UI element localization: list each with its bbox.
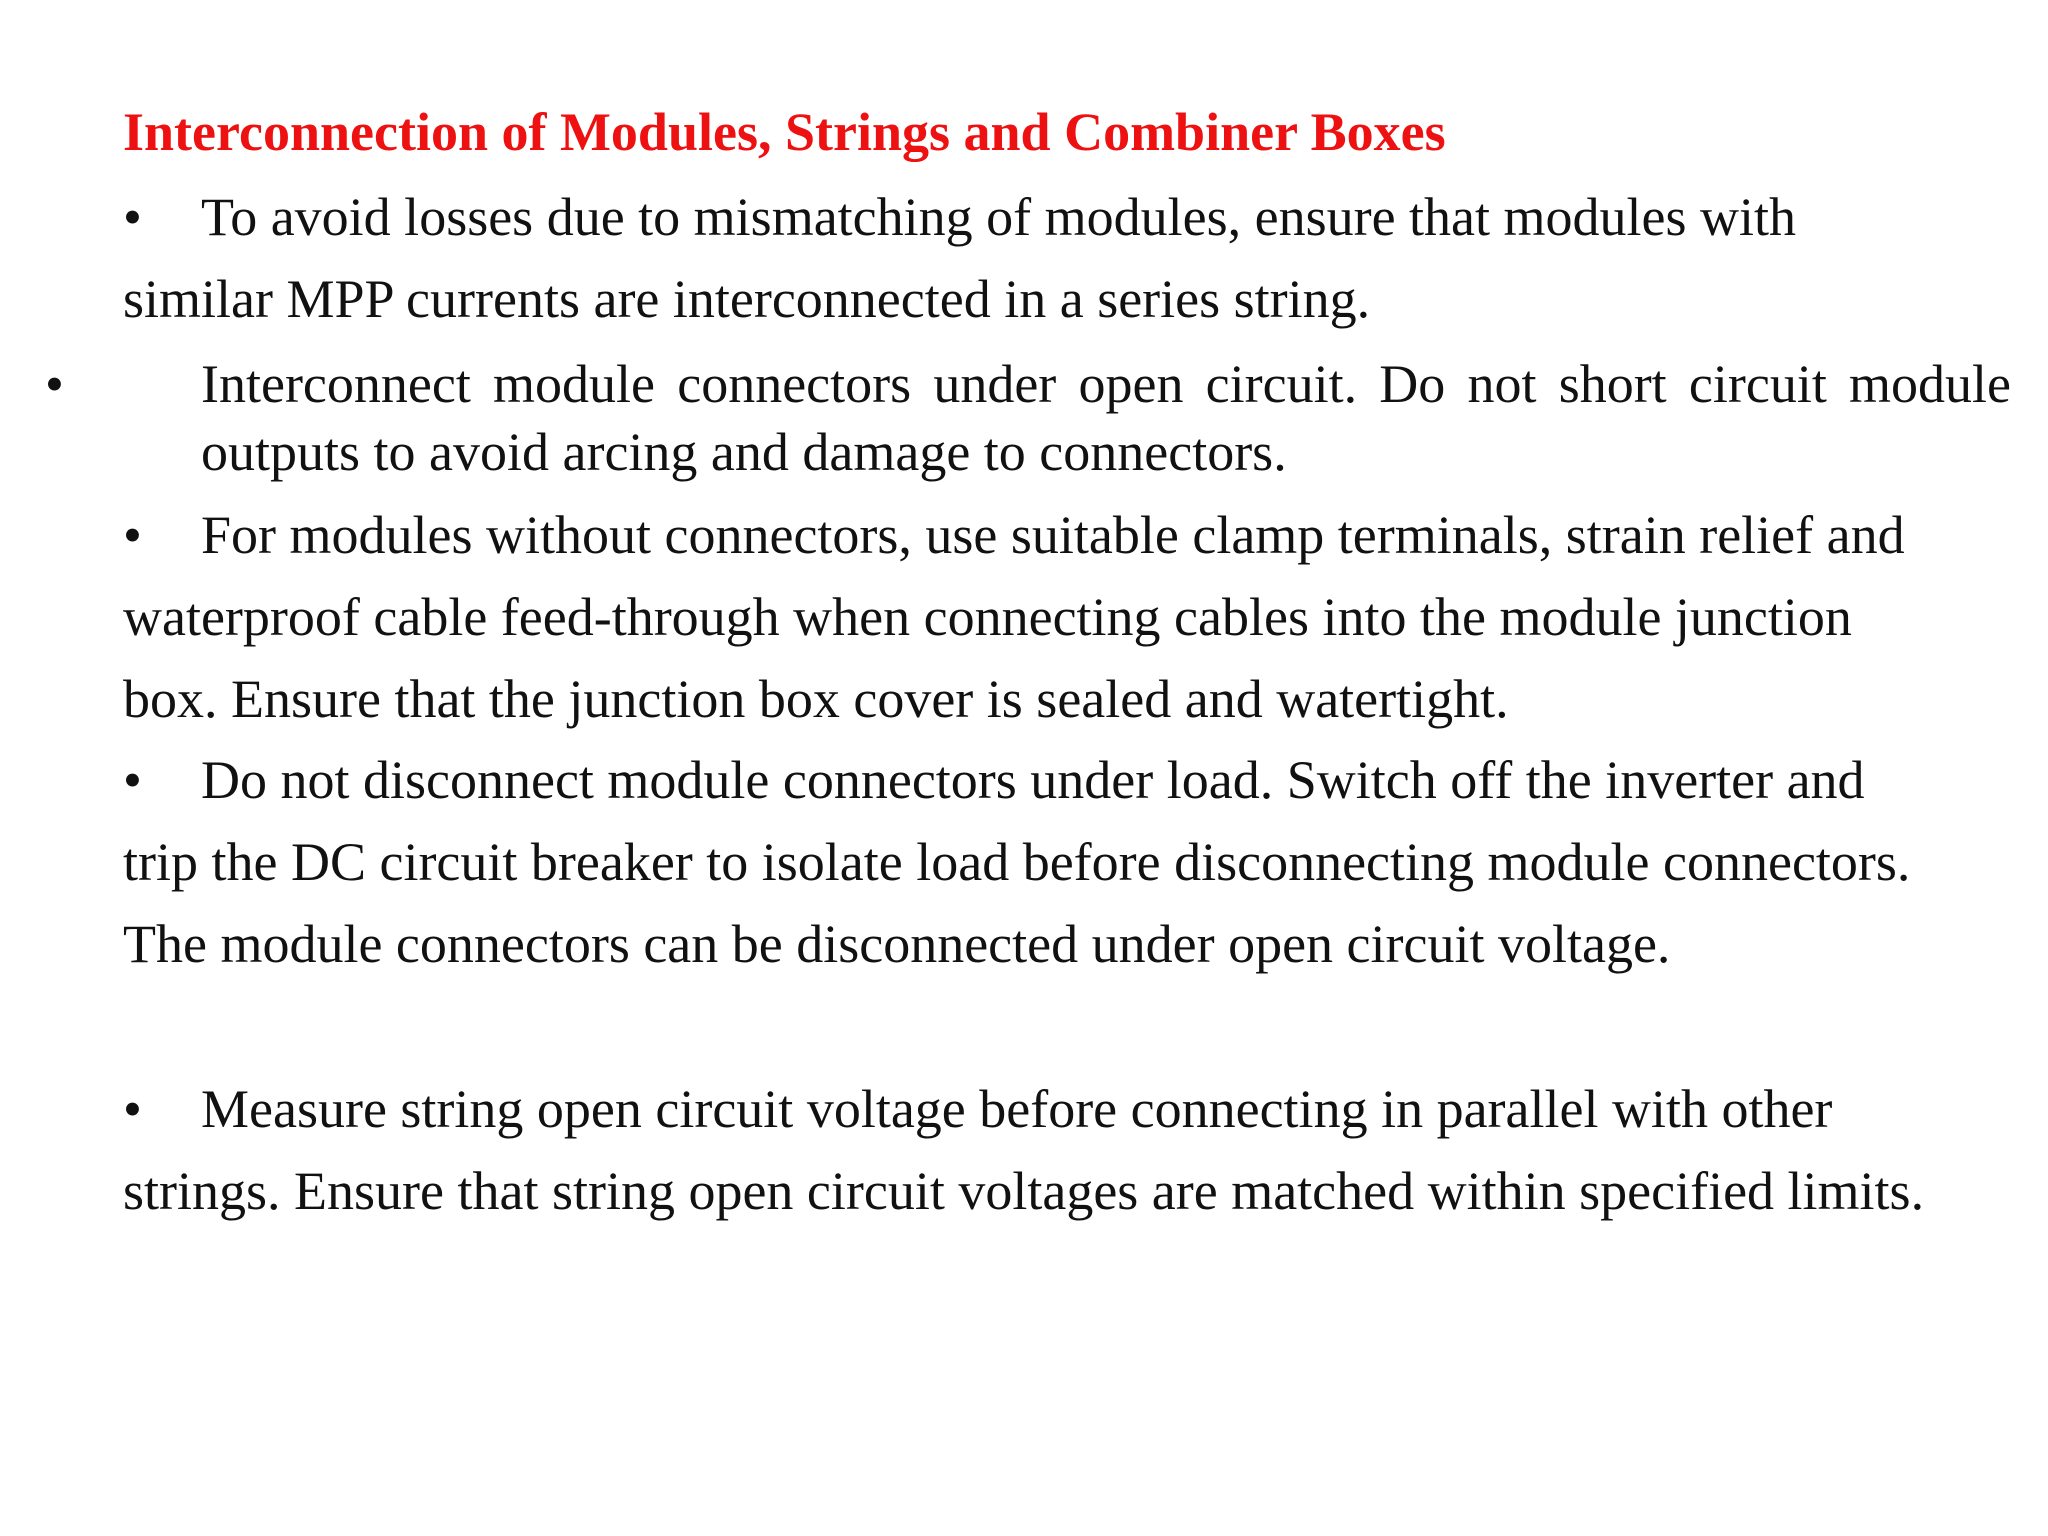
bullet-point-icon: • [123,505,142,565]
bullet-point-icon: • [123,187,142,247]
bullet-text: To avoid losses due to mismatching of modules, ensure that modules with similar MPP currents are interconnected in a series string. [123,187,1797,329]
bullet-item [45,350,2011,486]
slide-title: Interconnection of Modules, Strings and Combiner Boxes [123,102,1446,162]
bullet-text: For modules without connectors, use suitable clamp terminals, strain relief and waterproof cable feed-through when connecting cables into the module junction box. Ensure that the junction box cover is sealed and watertight. [123,505,1905,729]
bullet-point-icon: • [45,354,64,414]
bullet-point-icon: • [123,1079,142,1139]
bullet-item [123,494,1933,740]
bullet-item [123,739,1933,985]
bullet-item [123,1068,1933,1232]
bullet-text: Do not disconnect module connectors under load. Switch off the inverter and trip the DC circuit breaker to isolate load before disconnecting module connectors. The module connectors can be disconnected under open circuit voltage. [123,750,1911,974]
bullet-point-icon: • [123,750,142,810]
bullet-item [123,176,1933,340]
bullet-text: Interconnect module connectors under open circuit. Do not short circuit module outputs to avoid arcing and damage to connectors. [201,354,2011,482]
bullet-text: Measure string open circuit voltage before connecting in parallel with other strings. Ensure that string open circuit voltages are matched within specified limits. [123,1079,1925,1221]
